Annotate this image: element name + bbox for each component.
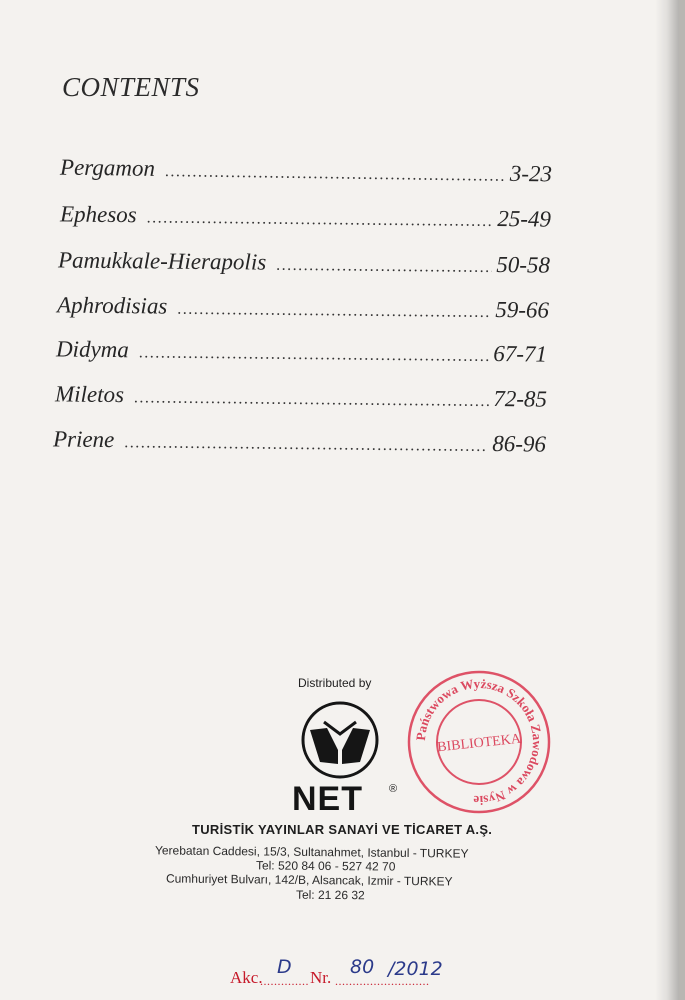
toc-entry-pages: 67-71 — [493, 341, 548, 367]
address-line-2: Cumhuriyet Bulvarı, 142/B, Alsancak, Izmir - TURKEY — [165, 871, 453, 889]
accession-handwritten-number: 80 — [350, 956, 375, 978]
toc-entry-title: Ephesos — [59, 201, 137, 228]
toc-entry-miletos — [55, 381, 547, 412]
toc-entry-ephesos — [60, 201, 551, 232]
toc-entry-aphrodisias — [57, 292, 549, 323]
accession-handwritten-mark: D — [277, 956, 292, 978]
toc-leader-dots — [177, 301, 491, 322]
toc-entry-priene — [53, 426, 546, 457]
toc-entry-pages: 50-58 — [496, 252, 551, 278]
net-logo-icon — [300, 700, 380, 780]
toc-entry-title: Pergamon — [59, 154, 156, 181]
toc-entry-pages: 59-66 — [495, 297, 550, 323]
phone-line-1: Tel: 520 84 06 - 527 42 70 — [255, 858, 396, 874]
address-line-1: Yerebatan Caddesi, 15/3, Sultanahmet, Istanbul - TURKEY — [154, 843, 469, 861]
toc-leader-dots — [276, 257, 492, 277]
accession-dots: ........................... — [335, 974, 430, 988]
contents-heading: CONTENTS — [62, 72, 200, 102]
toc-entry-title: Aphrodisias — [56, 292, 168, 319]
stamp-ring-text: Państwowa Wyższa Szkoła Zawodowa w Nysie — [412, 675, 546, 809]
stamp-center-text: BIBLIOTEKA — [436, 731, 522, 756]
phone-line-2: Tel: 21 26 32 — [295, 887, 365, 903]
toc-entry-didyma — [56, 336, 547, 367]
toc-leader-dots — [165, 163, 506, 186]
toc-entry-pages: 3-23 — [509, 160, 553, 187]
toc-entry-pamukkale-hierapolis — [58, 247, 550, 278]
company-name: TURİSTİK YAYINLAR SANAYİ VE TİCARET A.Ş. — [192, 822, 493, 837]
toc-entry-title: Didyma — [55, 336, 129, 363]
registered-mark: ® — [389, 783, 398, 795]
accession-prefix: Akc. — [230, 968, 263, 987]
toc-entry-pages: 25-49 — [497, 206, 552, 232]
toc-leader-dots — [139, 344, 490, 366]
accession-record — [230, 956, 460, 990]
net-brand-wordmark: NET — [292, 780, 363, 818]
distributed-by-label: Distributed by — [298, 676, 372, 690]
toc-leader-dots — [147, 209, 494, 231]
toc-entry-pergamon — [60, 155, 552, 188]
toc-entry-pages: 86-96 — [492, 431, 547, 457]
library-stamp — [398, 661, 561, 824]
toc-entry-title: Miletos — [54, 381, 125, 408]
accession-number-label: Nr. — [310, 968, 332, 987]
accession-handwritten-year: /2012 — [388, 958, 443, 980]
toc-entry-pages: 72-85 — [493, 386, 548, 412]
toc-entry-title: Pamukkale-Hierapolis — [57, 247, 267, 275]
toc-leader-dots — [134, 389, 489, 411]
toc-entry-title: Priene — [52, 426, 115, 453]
toc-leader-dots — [124, 434, 488, 456]
accession-dots: .............. — [260, 974, 309, 988]
